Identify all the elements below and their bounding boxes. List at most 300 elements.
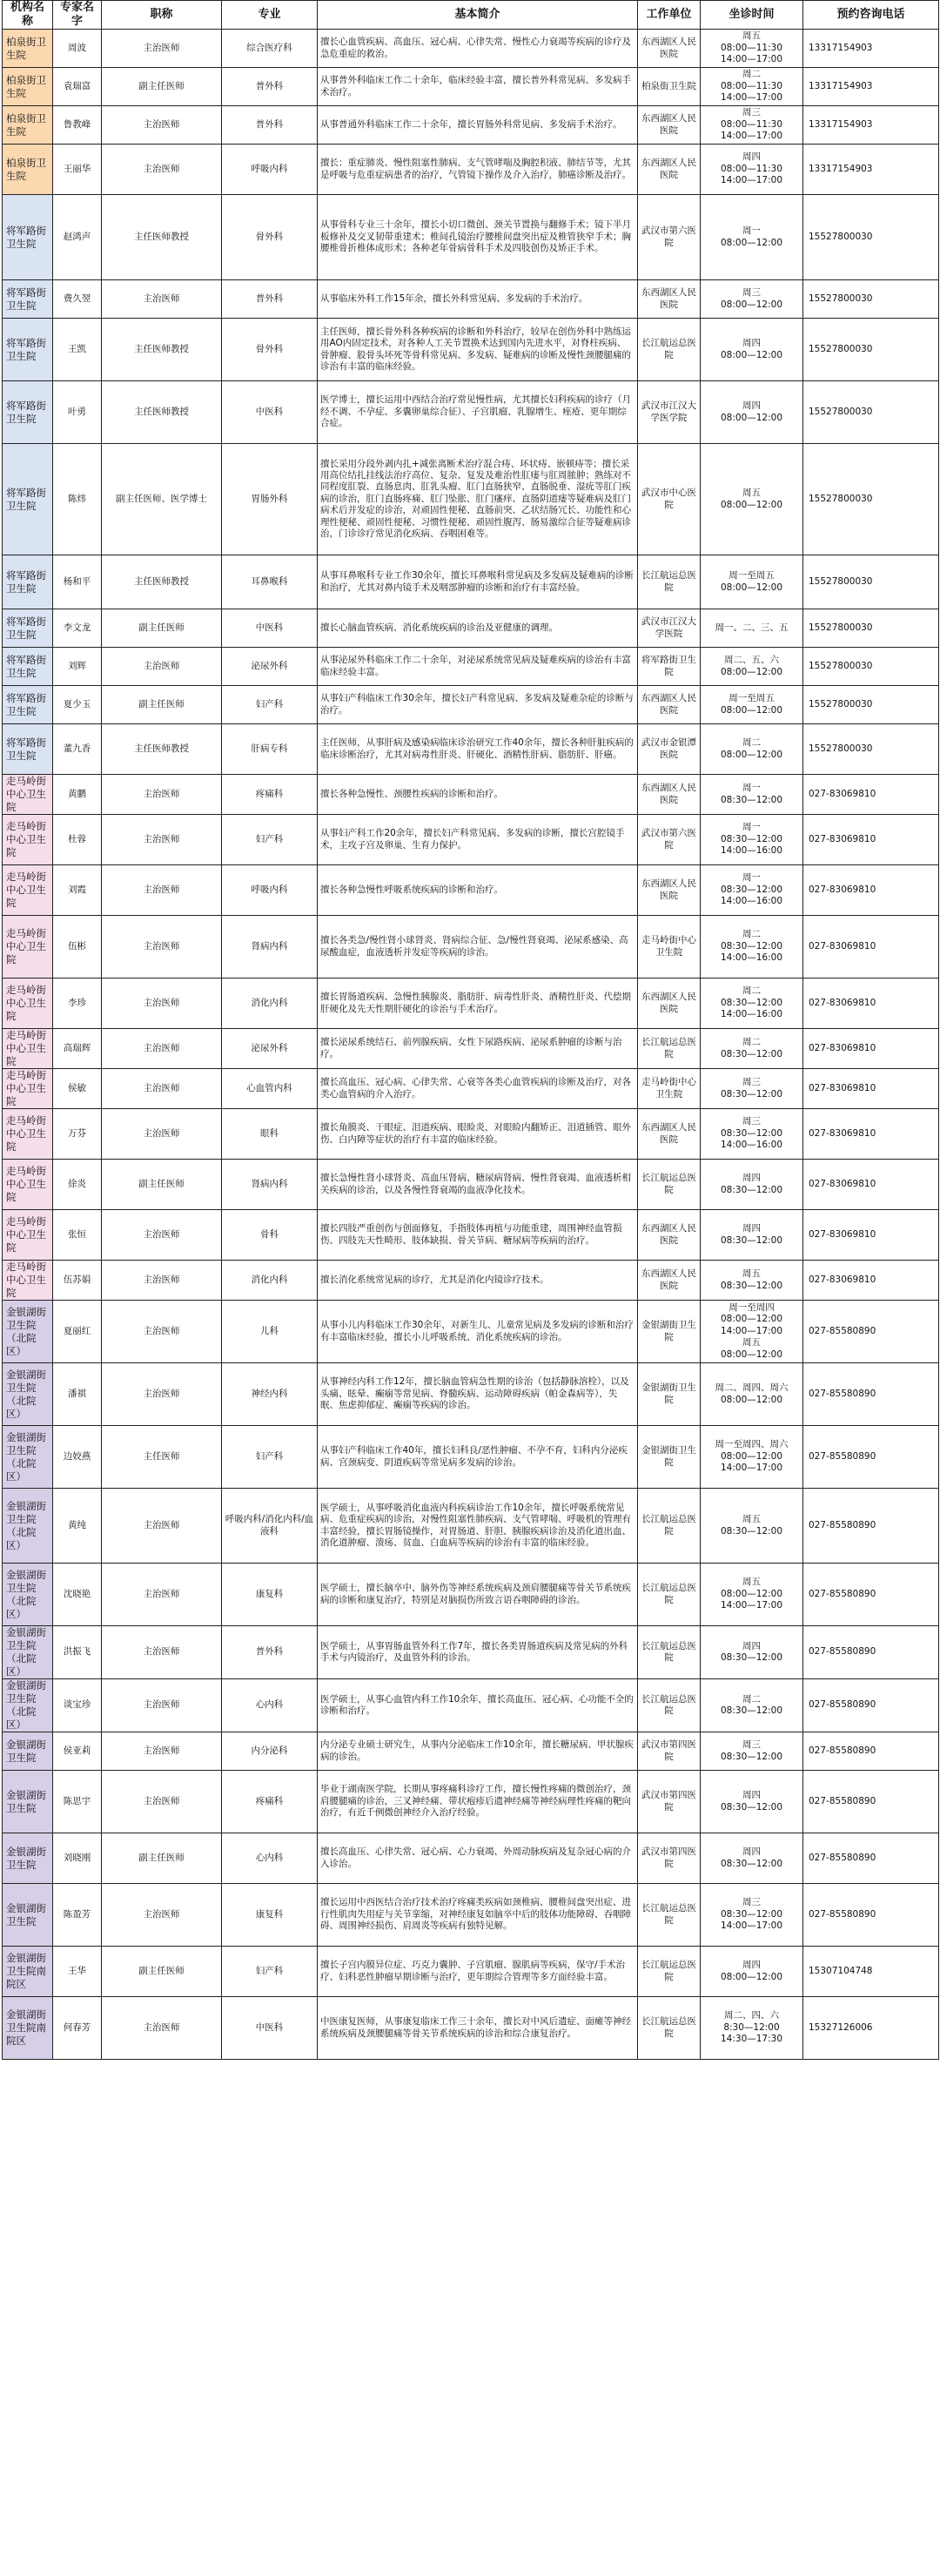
header-name: 专家名字: [53, 1, 102, 30]
specialty-cell: 康复科: [222, 1884, 318, 1947]
unit-cell: 东西湖区人民医院: [638, 1261, 701, 1301]
table-row: [3, 1109, 939, 1160]
time-cell: 周四 08:00—12:00: [701, 381, 803, 444]
unit-cell: 武汉市第六医院: [638, 195, 701, 280]
title-cell: 副主任医师: [102, 1947, 222, 1997]
org-cell: 金银湖街卫生院: [3, 1833, 53, 1884]
specialty-cell: 肾病内科: [222, 1160, 318, 1210]
phone-cell: 027-83069810: [803, 865, 939, 916]
description-cell: 从事神经内科工作12年，擅长脑血管病急性期的诊治（包括静脉溶栓），以及头痛、眩晕、癫痫等常见病、脊髓疾病、运动障碍疾病（帕金森病等），失眠、焦虑抑郁症、癫痫等疾病的诊治。: [318, 1363, 638, 1426]
unit-cell: 武汉市金银潭医院: [638, 724, 701, 775]
description-cell: 从事临床外科工作15年余，擅长外科常见病、多发病的手术治疗。: [318, 280, 638, 319]
description-cell: 医学硕士，从事胃肠血管外科工作7年，擅长各类胃肠道疾病及常见病的外科手术与内镜治疗，及血管外科的诊治。: [318, 1626, 638, 1679]
phone-cell: 027-85580890: [803, 1426, 939, 1489]
org-cell: 走马岭街中心卫生院: [3, 775, 53, 815]
org-cell: 走马岭街中心卫生院: [3, 1069, 53, 1109]
header-row: [3, 1, 939, 30]
org-cell: 走马岭街中心卫生院: [3, 1160, 53, 1210]
specialty-cell: 普外科: [222, 1626, 318, 1679]
name-cell: 伍苏娟: [53, 1261, 102, 1301]
title-cell: 主任医师教授: [102, 381, 222, 444]
phone-cell: 027-85580890: [803, 1626, 939, 1679]
title-cell: 主任医师教授: [102, 195, 222, 280]
unit-cell: 武汉市第四医院: [638, 1732, 701, 1771]
table-row: [3, 1029, 939, 1069]
unit-cell: 东西湖区人民医院: [638, 1109, 701, 1160]
description-cell: 擅长心脑血管疾病、消化系统疾病的诊治及亚健康的调理。: [318, 609, 638, 648]
table-row: [3, 724, 939, 775]
title-cell: 主治医师: [102, 1771, 222, 1833]
org-cell: 金银湖街卫生院（北院区）: [3, 1363, 53, 1426]
title-cell: 主治医师: [102, 1301, 222, 1363]
unit-cell: 武汉市中心医院: [638, 444, 701, 555]
description-cell: 从事小儿内科临床工作30余年，对新生儿、儿童常见病及多发病的诊断和治疗有丰富临床经验，擅长小儿呼吸系统、消化系统疾病的诊治。: [318, 1301, 638, 1363]
org-cell: 金银湖街卫生院（北院区）: [3, 1301, 53, 1363]
unit-cell: 武汉市江汉大学医学院: [638, 381, 701, 444]
org-cell: 将军路街卫生院: [3, 555, 53, 609]
title-cell: 副主任医师: [102, 1160, 222, 1210]
specialty-cell: 疼痛科: [222, 775, 318, 815]
title-cell: 主任医师教授: [102, 724, 222, 775]
description-cell: 从事妇产科临床工作30余年，擅长妇产科常见病、多发病及疑难杂症的诊断与治疗。: [318, 686, 638, 724]
time-cell: 周二 08:30—12:00 14:00—16:00: [701, 916, 803, 979]
unit-cell: 东西湖区人民医院: [638, 865, 701, 916]
specialty-cell: 胃肠外科: [222, 444, 318, 555]
table-row: [3, 916, 939, 979]
title-cell: 主治医师: [102, 145, 222, 195]
phone-cell: 15527800030: [803, 381, 939, 444]
unit-cell: 长江航运总医院: [638, 1884, 701, 1947]
time-cell: 周一 08:30—12:00 14:00—16:00: [701, 865, 803, 916]
org-cell: 金银湖街卫生院: [3, 1732, 53, 1771]
unit-cell: 走马岭街中心卫生院: [638, 1069, 701, 1109]
specialty-cell: 神经内科: [222, 1363, 318, 1426]
description-cell: 从事泌尿外科临床工作二十余年，对泌尿系统常见病及疑难疾病的诊治有丰富临床经验丰富。: [318, 648, 638, 686]
description-cell: 从事骨科专业三十余年，擅长小切口微创、颈关节置换与翻修手术；镜下半月板修补及交叉韧带重建术；椎间孔镜治疗腰椎间盘突出症及椎管狭窄手术；胸腰椎骨折椎体成形术；各种老年骨病骨科手术及四肢创伤及矫正手术。: [318, 195, 638, 280]
title-cell: 主治医师: [102, 1029, 222, 1069]
table-row: [3, 1997, 939, 2060]
time-cell: 周三 08:30—12:00 14:00—16:00: [701, 1109, 803, 1160]
specialty-cell: 呼吸内科/消化内科/血液科: [222, 1489, 318, 1564]
unit-cell: 东西湖区人民医院: [638, 106, 701, 145]
phone-cell: 027-83069810: [803, 916, 939, 979]
description-cell: 从事普外科临床工作二十余年，临床经验丰富，擅长普外科常见病、多发病手术治疗。: [318, 68, 638, 106]
org-cell: 走马岭街中心卫生院: [3, 1109, 53, 1160]
table-row: [3, 68, 939, 106]
description-cell: 擅长泌尿系统结石、前列腺疾病、女性下尿路疾病、泌尿系肿瘤的诊断与治疗。: [318, 1029, 638, 1069]
phone-cell: 15307104748: [803, 1947, 939, 1997]
name-cell: 董九香: [53, 724, 102, 775]
table-row: [3, 865, 939, 916]
specialty-cell: 消化内科: [222, 979, 318, 1029]
description-cell: 擅长采用分段外剥内扎+减张离断术治疗混合痔、环状痔、嵌顿痔等；擅长采用高位结扎挂线法治疗高位、复杂、复发及难治性肛瘘与肛周脓肿；熟练对不同程度肛裂、直肠息肉、肛乳头瘤、肛门直肠狭窄、直肠脱垂、湿疣等肛门疾病的诊治，肛门直肠疼痛、肛门坠胀、肛门瘙痒、直肠阴道瘘等疑难病及肛门病术后并发症的诊治，对顽固性便秘、直肠前突、乙状结肠冗长、功能性和心理性便秘、顽固性便秘、习惯性便秘、顽固性腹泻、肠易激综合征等疑难病诊治，门诊诊疗常见消化疾病、吞咽困难等。: [318, 444, 638, 555]
specialty-cell: 耳鼻喉科: [222, 555, 318, 609]
table-row: [3, 775, 939, 815]
description-cell: 医学硕士，从事呼吸消化血液内科疾病诊治工作10余年，擅长呼吸系统常见病、危重症疾病的诊治，对慢性阻塞性肺疾病、支气管哮喘、呼吸机的管理有丰富经验，擅长胃肠镜操作，对胃肠道、肝胆、胰腺疾病诊治及消化道出血、消化道肿瘤、溃疡、贫血、白血病等疾病的诊治有丰富的临床经验。: [318, 1489, 638, 1564]
specialty-cell: 妇产科: [222, 815, 318, 865]
phone-cell: 027-85580890: [803, 1771, 939, 1833]
time-cell: 周五 08:30—12:00: [701, 1489, 803, 1564]
table-row: [3, 1732, 939, 1771]
time-cell: 周二 08:30—12:00: [701, 1029, 803, 1069]
specialty-cell: 心血管内科: [222, 1069, 318, 1109]
org-cell: 金银湖街卫生院南院区: [3, 1947, 53, 1997]
specialty-cell: 骨外科: [222, 195, 318, 280]
time-cell: 周二、五、六 08:00—12:00: [701, 648, 803, 686]
title-cell: 主治医师: [102, 1489, 222, 1564]
specialty-cell: 妇产科: [222, 686, 318, 724]
time-cell: 周二 08:30—12:00: [701, 1679, 803, 1732]
title-cell: 主任医师: [102, 1426, 222, 1489]
org-cell: 柏泉街卫生院: [3, 68, 53, 106]
unit-cell: 东西湖区人民医院: [638, 686, 701, 724]
title-cell: 主治医师: [102, 648, 222, 686]
table-row: [3, 815, 939, 865]
name-cell: 周波: [53, 30, 102, 68]
phone-cell: 027-83069810: [803, 1069, 939, 1109]
name-cell: 陈盈芳: [53, 1884, 102, 1947]
description-cell: 擅长各类急/慢性肾小球肾炎、肾病综合征、急/慢性肾衰竭、泌尿系感染、高尿酸血症，血液透析并发症等疾病的诊治。: [318, 916, 638, 979]
unit-cell: 金银湖街卫生院: [638, 1363, 701, 1426]
description-cell: 擅长消化系统常见病的诊疗，尤其是消化内镜诊疗技术。: [318, 1261, 638, 1301]
description-cell: 擅长运用中西医结合治疗技术治疗疼痛类疾病如颈椎病、腰椎间盘突出症、进行性肌肉失用症与关节挛缩，对神经康复如脑卒中后的肢体功能障碍、吞咽障碍、周围神经损伤、肩周炎等疾病有独特见解。: [318, 1884, 638, 1947]
unit-cell: 武汉市第四医院: [638, 1771, 701, 1833]
table-row: [3, 145, 939, 195]
title-cell: 主治医师: [102, 865, 222, 916]
title-cell: 主任医师教授: [102, 319, 222, 381]
name-cell: 赵鸿声: [53, 195, 102, 280]
specialty-cell: 妇产科: [222, 1947, 318, 1997]
phone-cell: 15527800030: [803, 555, 939, 609]
title-cell: 主治医师: [102, 1626, 222, 1679]
table-row: [3, 195, 939, 280]
specialty-cell: 泌尿外科: [222, 648, 318, 686]
phone-cell: 15327126006: [803, 1997, 939, 2060]
title-cell: 副主任医师: [102, 1833, 222, 1884]
description-cell: 内分泌专业硕士研究生，从事内分泌临床工作10余年，擅长糖尿病、甲状腺疾病的诊治。: [318, 1732, 638, 1771]
table-row: [3, 444, 939, 555]
table-body: [3, 30, 939, 2060]
description-cell: 擅长高血压、心律失常、冠心病、心力衰竭、外周动脉疾病及复杂冠心病的介入诊治。: [318, 1833, 638, 1884]
time-cell: 周四 08:30—12:00: [701, 1160, 803, 1210]
time-cell: 周四 08:30—12:00: [701, 1210, 803, 1261]
phone-cell: 027-83069810: [803, 1261, 939, 1301]
unit-cell: 长江航运总医院: [638, 1160, 701, 1210]
title-cell: 主治医师: [102, 1261, 222, 1301]
table-row: [3, 30, 939, 68]
name-cell: 万芬: [53, 1109, 102, 1160]
unit-cell: 东西湖区人民医院: [638, 979, 701, 1029]
table-row: [3, 648, 939, 686]
title-cell: 副主任医师、医学博士: [102, 444, 222, 555]
phone-cell: 15527800030: [803, 609, 939, 648]
description-cell: 擅长：重症肺炎、慢性阻塞性肺病、支气管哮喘及胸腔积液、肺结节等，尤其是呼吸与危重症病患者的治疗，气管镜下操作及介入治疗，肺癌诊断及治疗。: [318, 145, 638, 195]
name-cell: 谈宝珍: [53, 1679, 102, 1732]
specialty-cell: 呼吸内科: [222, 145, 318, 195]
table-row: [3, 1363, 939, 1426]
org-cell: 走马岭街中心卫生院: [3, 979, 53, 1029]
unit-cell: 武汉市第六医院: [638, 815, 701, 865]
time-cell: 周一至周四、周六 08:00—12:00 14:00—17:00: [701, 1426, 803, 1489]
name-cell: 高瑞辉: [53, 1029, 102, 1069]
phone-cell: 027-83069810: [803, 1160, 939, 1210]
name-cell: 何春芳: [53, 1997, 102, 2060]
unit-cell: 长江航运总医院: [638, 555, 701, 609]
specialty-cell: 消化内科: [222, 1261, 318, 1301]
name-cell: 费久翌: [53, 280, 102, 319]
phone-cell: 13317154903: [803, 145, 939, 195]
table-row: [3, 1261, 939, 1301]
time-cell: 周四 08:00—12:00: [701, 319, 803, 381]
title-cell: 主治医师: [102, 1069, 222, 1109]
description-cell: 擅长高血压、冠心病、心律失常、心衰等各类心血管疾病的诊断及治疗，对各类心血管病的介入治疗。: [318, 1069, 638, 1109]
org-cell: 将军路街卫生院: [3, 609, 53, 648]
name-cell: 黄纯: [53, 1489, 102, 1564]
table-row: [3, 381, 939, 444]
description-cell: 中医康复医师，从事康复临床工作三十余年，擅长对中风后遗症、面瘫等神经系统疾病及颈腰腿痛等骨关节系统疾病的诊治和综合康复治疗。: [318, 1997, 638, 2060]
org-cell: 金银湖街卫生院（北院区）: [3, 1564, 53, 1626]
title-cell: 主治医师: [102, 916, 222, 979]
unit-cell: 长江航运总医院: [638, 1947, 701, 1997]
org-cell: 将军路街卫生院: [3, 280, 53, 319]
phone-cell: 027-85580890: [803, 1564, 939, 1626]
title-cell: 主治医师: [102, 30, 222, 68]
name-cell: 沈晓艳: [53, 1564, 102, 1626]
name-cell: 边姣燕: [53, 1426, 102, 1489]
phone-cell: 027-83069810: [803, 979, 939, 1029]
title-cell: 副主任医师: [102, 609, 222, 648]
unit-cell: 长江航运总医院: [638, 1489, 701, 1564]
org-cell: 走马岭街中心卫生院: [3, 1029, 53, 1069]
phone-cell: 027-85580890: [803, 1884, 939, 1947]
name-cell: 叶勇: [53, 381, 102, 444]
phone-cell: 13317154903: [803, 106, 939, 145]
table-row: [3, 686, 939, 724]
specialty-cell: 儿科: [222, 1301, 318, 1363]
description-cell: 医学硕士，擅长脑卒中、脑外伤等神经系统疾病及颈肩腰腿痛等骨关节系统疾病的诊断和康复治疗，特别是对脑损伤所致言语吞咽障碍的诊治。: [318, 1564, 638, 1626]
specialty-cell: 心内科: [222, 1679, 318, 1732]
name-cell: 伍彬: [53, 916, 102, 979]
table-row: [3, 1626, 939, 1679]
time-cell: 周四 08:30—12:00: [701, 1771, 803, 1833]
phone-cell: 027-83069810: [803, 775, 939, 815]
org-cell: 走马岭街中心卫生院: [3, 916, 53, 979]
description-cell: 擅长各种急慢性、颈腰性疾病的诊断和治疗。: [318, 775, 638, 815]
name-cell: 侯敏: [53, 1069, 102, 1109]
name-cell: 夏少玉: [53, 686, 102, 724]
table-row: [3, 280, 939, 319]
org-cell: 柏泉街卫生院: [3, 30, 53, 68]
specialty-cell: 康复科: [222, 1564, 318, 1626]
org-cell: 金银湖街卫生院: [3, 1884, 53, 1947]
unit-cell: 长江航运总医院: [638, 1564, 701, 1626]
time-cell: 周三 08:00—11:30 14:00—17:00: [701, 106, 803, 145]
org-cell: 将军路街卫生院: [3, 648, 53, 686]
time-cell: 周二、四、六 8:30—12:00 14:30—17:30: [701, 1997, 803, 2060]
specialty-cell: 中医科: [222, 609, 318, 648]
unit-cell: 柏泉街卫生院: [638, 68, 701, 106]
org-cell: 将军路街卫生院: [3, 724, 53, 775]
time-cell: 周四 08:30—12:00: [701, 1626, 803, 1679]
table-row: [3, 1160, 939, 1210]
phone-cell: 027-85580890: [803, 1301, 939, 1363]
specialty-cell: 妇产科: [222, 1426, 318, 1489]
time-cell: 周一 08:00—12:00: [701, 195, 803, 280]
description-cell: 擅长胃肠道疾病、急慢性胰腺炎、脂肪肝、病毒性肝炎、酒精性肝炎、代偿期肝硬化及先天性期肝硬化的诊治与手术治疗。: [318, 979, 638, 1029]
name-cell: 潘祺: [53, 1363, 102, 1426]
name-cell: 袁瑞富: [53, 68, 102, 106]
org-cell: 将军路街卫生院: [3, 686, 53, 724]
time-cell: 周一 08:30—12:00: [701, 775, 803, 815]
time-cell: 周五 08:00—12:00 14:00—17:00: [701, 1564, 803, 1626]
time-cell: 周一 08:30—12:00 14:00—16:00: [701, 815, 803, 865]
time-cell: 周二 08:30—12:00 14:00—16:00: [701, 979, 803, 1029]
time-cell: 周五 08:00—12:00: [701, 444, 803, 555]
time-cell: 周二 08:00—11:30 14:00—17:00: [701, 68, 803, 106]
description-cell: 从事普通外科临床工作二十余年，擅长胃肠外科常见病、多发病手术治疗。: [318, 106, 638, 145]
org-cell: 走马岭街中心卫生院: [3, 1210, 53, 1261]
org-cell: 走马岭街中心卫生院: [3, 1261, 53, 1301]
description-cell: 擅长急慢性肾小球肾炎、高血压肾病、糖尿病肾病、慢性肾衰竭、血液透析相关疾病的诊治，以及各慢性肾衰竭的血液净化技术。: [318, 1160, 638, 1210]
table-row: [3, 1833, 939, 1884]
title-cell: 副主任医师: [102, 68, 222, 106]
title-cell: 主治医师: [102, 1210, 222, 1261]
header-specialty: 专业: [222, 1, 318, 30]
name-cell: 王凯: [53, 319, 102, 381]
header-title: 职称: [102, 1, 222, 30]
table-row: [3, 1884, 939, 1947]
org-cell: 走马岭街中心卫生院: [3, 815, 53, 865]
description-cell: 擅长子宫内膜异位症、巧克力囊肿、子宫肌瘤、腺肌病等疾病，保守/手术治疗、妇科恶性肿瘤早期诊断与治疗，更年期综合管理等多方面经验丰富。: [318, 1947, 638, 1997]
specialty-cell: 中医科: [222, 1997, 318, 2060]
title-cell: 主治医师: [102, 1732, 222, 1771]
table-row: [3, 1564, 939, 1626]
name-cell: 李文龙: [53, 609, 102, 648]
name-cell: 杨和平: [53, 555, 102, 609]
table-row: [3, 1426, 939, 1489]
phone-cell: 027-83069810: [803, 1109, 939, 1160]
name-cell: 鲁教峰: [53, 106, 102, 145]
phone-cell: 027-85580890: [803, 1833, 939, 1884]
title-cell: 副主任医师: [102, 686, 222, 724]
org-cell: 金银湖街卫生院（北院区）: [3, 1626, 53, 1679]
name-cell: 刘晓刚: [53, 1833, 102, 1884]
table-row: [3, 1679, 939, 1732]
phone-cell: 027-85580890: [803, 1363, 939, 1426]
unit-cell: 东西湖区人民医院: [638, 145, 701, 195]
time-cell: 周一至周五 08:00—12:00: [701, 555, 803, 609]
phone-cell: 027-85580890: [803, 1679, 939, 1732]
time-cell: 周五 08:30—12:00: [701, 1261, 803, 1301]
title-cell: 主治医师: [102, 280, 222, 319]
time-cell: 周四 08:00—11:30 14:00—17:00: [701, 145, 803, 195]
phone-cell: 027-83069810: [803, 815, 939, 865]
name-cell: 李珍: [53, 979, 102, 1029]
expert-schedule-table: [2, 0, 939, 2060]
table-row: [3, 1489, 939, 1564]
specialty-cell: 呼吸内科: [222, 865, 318, 916]
name-cell: 张恒: [53, 1210, 102, 1261]
name-cell: 杜蓉: [53, 815, 102, 865]
time-cell: 周三 08:30—12:00: [701, 1732, 803, 1771]
phone-cell: 15527800030: [803, 280, 939, 319]
description-cell: 从事耳鼻喉科专业工作30余年，擅长耳鼻喉科常见病及多发病及疑难病的诊断和治疗，尤其对鼻内镜手术及咽部肿瘤的诊断和治疗有丰富经验。: [318, 555, 638, 609]
table-row: [3, 1771, 939, 1833]
phone-cell: 15527800030: [803, 319, 939, 381]
phone-cell: 13317154903: [803, 68, 939, 106]
specialty-cell: 泌尿外科: [222, 1029, 318, 1069]
unit-cell: 长江航运总医院: [638, 1029, 701, 1069]
org-cell: 金银湖街卫生院（北院区）: [3, 1426, 53, 1489]
specialty-cell: 内分泌科: [222, 1732, 318, 1771]
time-cell: 周二 08:00—12:00: [701, 724, 803, 775]
phone-cell: 15527800030: [803, 686, 939, 724]
table-row: [3, 319, 939, 381]
name-cell: 洪振飞: [53, 1626, 102, 1679]
unit-cell: 东西湖区人民医院: [638, 30, 701, 68]
unit-cell: 将军路街卫生院: [638, 648, 701, 686]
unit-cell: 东西湖区人民医院: [638, 280, 701, 319]
description-cell: 从事妇产科临床工作40年，擅长妇科良/恶性肿瘤、不孕不育，妇科内分泌疾病、宫颈病变、阴道疾病等常见病多发病的诊治。: [318, 1426, 638, 1489]
table-row: [3, 1947, 939, 1997]
time-cell: 周三 08:00—12:00: [701, 280, 803, 319]
phone-cell: 027-85580890: [803, 1489, 939, 1564]
unit-cell: 长江航运总医院: [638, 1997, 701, 2060]
name-cell: 陈思宇: [53, 1771, 102, 1833]
description-cell: 擅长心血管疾病、高血压、冠心病、心律失常、慢性心力衰竭等疾病的诊疗及急危重症的救治。: [318, 30, 638, 68]
unit-cell: 东西湖区人民医院: [638, 1210, 701, 1261]
org-cell: 金银湖街卫生院: [3, 1771, 53, 1833]
phone-cell: 15527800030: [803, 444, 939, 555]
title-cell: 主治医师: [102, 1564, 222, 1626]
org-cell: 将军路街卫生院: [3, 444, 53, 555]
specialty-cell: 骨科: [222, 1210, 318, 1261]
org-cell: 将军路街卫生院: [3, 381, 53, 444]
description-cell: 医学硕士，从事心血管内科工作10余年，擅长高血压、冠心病、心功能不全的诊断和治疗。: [318, 1679, 638, 1732]
name-cell: 刘辉: [53, 648, 102, 686]
description-cell: 主任医师，擅长骨外科各种疾病的诊断和外科治疗，较早在创伤外科中熟练运用AO内固定技术，对各种人工关节置换术达到国内先进水平，对脊柱疾病、骨肿瘤、股骨头坏死等骨科常见病、多发病、疑难病的诊断及慢性颈腰腿痛的诊治有丰富的临床经验。: [318, 319, 638, 381]
table-row: [3, 979, 939, 1029]
title-cell: 主治医师: [102, 979, 222, 1029]
table-row: [3, 609, 939, 648]
time-cell: 周三 08:30—12:00: [701, 1069, 803, 1109]
title-cell: 主治医师: [102, 1997, 222, 2060]
org-cell: 金银湖街卫生院（北院区）: [3, 1489, 53, 1564]
name-cell: 王丽华: [53, 145, 102, 195]
time-cell: 周一、二、三、五: [701, 609, 803, 648]
time-cell: 周三 08:30—12:00 14:00—17:00: [701, 1884, 803, 1947]
unit-cell: 金银湖街卫生院: [638, 1426, 701, 1489]
org-cell: 将军路街卫生院: [3, 195, 53, 280]
header-description: 基本简介: [318, 1, 638, 30]
unit-cell: 金银湖街卫生院: [638, 1301, 701, 1363]
specialty-cell: 普外科: [222, 280, 318, 319]
time-cell: 周五 08:00—11:30 14:00—17:00: [701, 30, 803, 68]
description-cell: 主任医师，从事肝病及感染病临床诊治研究工作40余年，擅长各种肝脏疾病的临床诊断治疗，尤其对病毒性肝炎、肝硬化、酒精性肝病、脂肪肝、肝癌。: [318, 724, 638, 775]
time-cell: 周一至周四 08:00—12:00 14:00—17:00 周五 08:00—12:00: [701, 1301, 803, 1363]
title-cell: 主治医师: [102, 775, 222, 815]
description-cell: 擅长角膜炎、干眼症、泪道疾病、眼睑炎，对眼睑内翻矫正、泪道插管、眼外伤、白内障等症状的治疗有丰富的临床经验。: [318, 1109, 638, 1160]
time-cell: 周四 08:00—12:00: [701, 1947, 803, 1997]
unit-cell: 武汉市江汉大学医院: [638, 609, 701, 648]
specialty-cell: 眼科: [222, 1109, 318, 1160]
title-cell: 主治医师: [102, 106, 222, 145]
table-row: [3, 555, 939, 609]
description-cell: 毕业于湖南医学院，长期从事疼痛科诊疗工作，擅长慢性疼痛的微创治疗，颈肩腰腿痛的诊治，三叉神经痛、带状疱疹后遗神经痛等神经病理性疼痛的靶向治疗，有近千例微创神经介入治疗经验。: [318, 1771, 638, 1833]
name-cell: 夏丽红: [53, 1301, 102, 1363]
header-org: 机构名称: [3, 1, 53, 30]
title-cell: 主治医师: [102, 1679, 222, 1732]
